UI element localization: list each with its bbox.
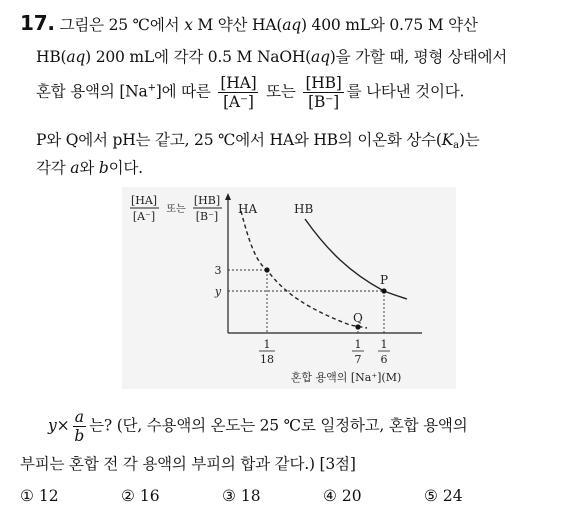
choice-3[interactable]: ③ 18 (222, 487, 261, 505)
fraction-a-over-b: $\frac{a}{b}$ (74, 408, 85, 445)
curve-hb-label: HB (294, 202, 314, 216)
hb-curve (305, 219, 407, 299)
y-axis-arrow (225, 193, 231, 200)
point-p-label: P (380, 273, 389, 287)
question-line-3: 혼합 용액의 [Na+]에 따른 $\frac{[HA]}{[A^-]}$ 또는 $\frac{[HB]}{[B^-]}$ 를 나타낸 것이다. (36, 74, 465, 111)
ylabel-or: 또는 (166, 204, 186, 215)
xtick2-num: 1 (354, 338, 362, 351)
choice-1[interactable]: ① 12 (20, 487, 59, 505)
graph-svg (122, 187, 456, 389)
x-axis-label: 혼합 용액의 [Na⁺](M) (290, 371, 402, 384)
ylabel-frac2-num: [HB] (193, 194, 221, 207)
question-line-6: y× $\frac{a}{b}$ 는? (단, 수용액의 온도는 25 ℃로 일정하고, 혼합 용액의 (48, 408, 468, 445)
ylabel-frac1-den: [A⁻] (132, 210, 156, 223)
ylabel-frac2-den: [B⁻] (195, 210, 219, 223)
point-q-marker (355, 324, 360, 329)
choice-2[interactable]: ② 16 (121, 487, 160, 505)
question-line-4: P와 Q에서 pH는 같고, 25 ℃에서 HA와 HB의 이온화 상수$(K_a)$는 (36, 131, 480, 151)
choice-4[interactable]: ④ 20 (323, 487, 362, 505)
question-line-1: 17. 그림은 25 ℃에서 x M 약산 HA(aq) 400 mL와 0.75 M 약산 (20, 11, 478, 35)
ytick-3: 3 (214, 264, 222, 277)
point-p-marker (381, 288, 386, 293)
xtick1-num: 1 (263, 338, 271, 351)
point-q-label: Q (353, 311, 363, 325)
question-number: 17. (20, 11, 55, 35)
xtick1-den: 18 (260, 353, 274, 366)
xtick3-den: 6 (380, 353, 388, 366)
choice-5[interactable]: ⑤ 24 (424, 487, 463, 505)
ylabel-frac1-num: [HA] (130, 194, 158, 207)
answer-choices (20, 487, 525, 505)
ha-curve (241, 211, 367, 328)
fraction-ha-over-a: $\frac{[HA]}{[A^-]}$ (220, 74, 257, 111)
equilibrium-graph (122, 187, 456, 389)
ytick-y: y (214, 285, 222, 298)
question-line-7: 부피는 혼합 전 각 용액의 부피의 합과 같다.) [3점] (20, 455, 356, 473)
xtick3-num: 1 (380, 338, 388, 351)
curve-ha-label: HA (238, 202, 258, 216)
ha-point-marker (264, 267, 269, 272)
fraction-hb-over-b: $\frac{[HB]}{[B^-]}$ (305, 74, 342, 111)
question-line-2: HB(aq) 200 mL에 각각 0.5 M NaOH(aq)을 가할 때, 평형 상태에서 (36, 48, 508, 66)
question-line-5: 각각 a와 b이다. (36, 159, 143, 177)
xtick2-den: 7 (354, 353, 362, 366)
